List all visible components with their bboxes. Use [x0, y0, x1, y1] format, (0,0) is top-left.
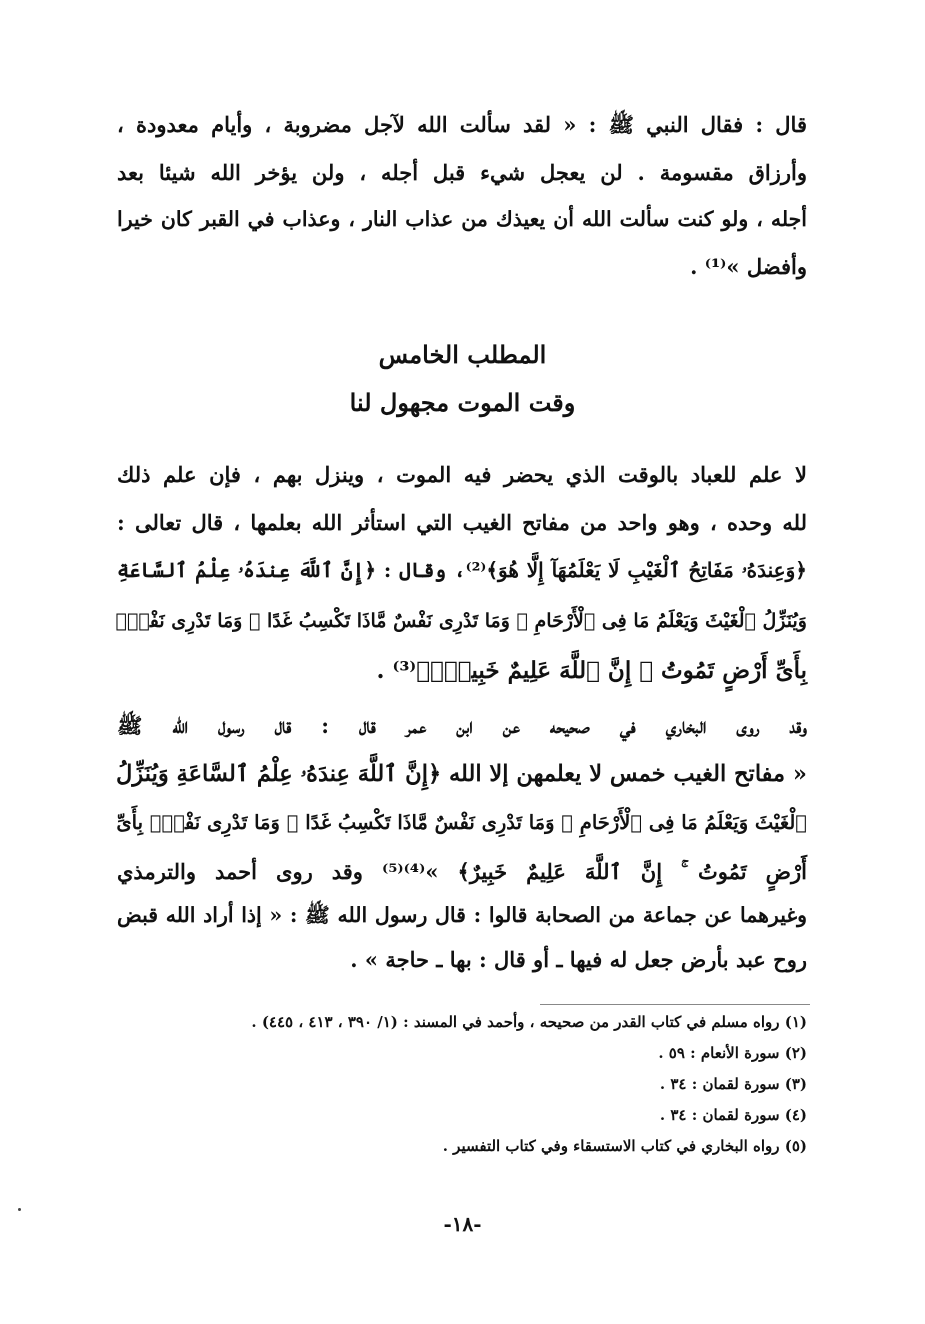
section-subtitle: وقت الموت مجهول لنا	[349, 388, 576, 417]
scan-speck	[18, 1208, 21, 1211]
footnote-1: (١) رواه مسلم في كتاب القدر من صحيحه ، وأحمد في المسند : (١/ ٣٩٠ ، ٤١٣ ، ٤٤٥) .	[251, 1013, 807, 1031]
paragraph2-line-5: بِأَىِّ أَرْضٍ تَمُوتُ ۚ إِنَّ ٱللَّهَ عَلِيمٌ خَبِيرٌۢ﴾⁽³⁾ .	[376, 657, 807, 684]
paragraph2-line-4: وَيُنَزِّلُ ٱلْغَيْثَ وَيَعْلَمُ مَا فِى ٱلْأَرْحَامِ ۖ وَمَا تَدْرِى نَفْسٌ مَّاذَا تَكْسِبُ غَدًا ۖ وَمَا تَدْرِى نَفْسٌۢ	[115, 610, 807, 632]
paragraph3-line-5: وغيرهما عن جماعة من الصحابة قالوا : قال رسول الله ﷺ : « إذا أراد الله قبض	[117, 903, 807, 927]
paragraph1-line-3: أجله ، ولو كنت سألت الله أن يعيذك من عذاب النار ، وعذاب في القبر كان خيرا	[117, 207, 807, 231]
page-number: -١٨-	[443, 1212, 482, 1236]
paragraph1-line-4: وأفضل »⁽¹⁾ .	[690, 254, 807, 279]
paragraph1-line-1: قال : فقال النبي ﷺ : « لقد سألت الله لآجل مضروبة ، وأيام معدودة ،	[117, 112, 807, 137]
footnote-4: (٤) سورة لقمان : ٣٤ .	[659, 1106, 807, 1124]
footnote-3: (٣) سورة لقمان : ٣٤ .	[659, 1075, 807, 1093]
paragraph2-line-1: لا علم للعباد بالوقت الذي يحضر فيه الموت ، وينزل بهم ، فإن علم ذلك	[117, 462, 807, 487]
paragraph3-line-6: روح عبد بأرض جعل له فيها ـ أو قال : بها ـ حاجة » .	[350, 947, 807, 972]
paragraph2-line-2: لله وحده ، وهو واحد من مفاتح الغيب التي استأثر الله بعلمها ، قال تعالى :	[117, 510, 807, 535]
section-title: المطلب الخامس	[378, 340, 547, 369]
paragraph3-line-3: ٱلْغَيْثَ وَيَعْلَمُ مَا فِى ٱلْأَرْحَامِ ۖ وَمَا تَدْرِى نَفْسٌ مَّاذَا تَكْسِبُ غَدًا ۖ وَمَا تَدْرِى نَفْسٌۢ بِأَىِّ	[116, 811, 807, 834]
footnote-5: (٥) رواه البخاري في كتاب الاستسقاء وفي كتاب التفسير .	[442, 1137, 807, 1155]
footnote-divider	[540, 1004, 810, 1005]
paragraph3-line-2: « مفاتح الغيب خمس لا يعلمهن إلا الله ﴿إِنَّ ٱللَّهَ عِندَهُۥ عِلْمُ ٱلسَّاعَةِ وَيُنَزِّلُ	[116, 761, 807, 787]
paragraph3-line-4: أَرْضٍ تَمُوتُ ۚ إِنَّ ٱللَّهَ عَلِيمٌ خَبِيرٌ﴾ »⁽⁴⁾⁽⁵⁾ وقد روى أحمد والترمذي	[117, 859, 807, 884]
paragraph2-line-3: ﴿وَعِندَهُۥ مَفَاتِحُ ٱلْغَيْبِ لَا يَعْلَمُهَآ إِلَّا هُوَ﴾⁽²⁾، وقال : ﴿إِنَّ ٱللَّهَ عِندَهُۥ عِلْمُ ٱلسَّاعَةِ	[117, 558, 807, 582]
paragraph3-line-1: وقد روى البخاري في صحيحه عن ابن عمر قال : قال رسول الله ﷺ	[117, 713, 807, 738]
paragraph1-line-2: وأرزاق مقسومة . لن يعجل شيء قبل أجله ، ولن يؤخر الله شيئا بعد	[117, 160, 807, 185]
footnote-2: (٢) سورة الأنعام : ٥٩ .	[658, 1044, 807, 1062]
